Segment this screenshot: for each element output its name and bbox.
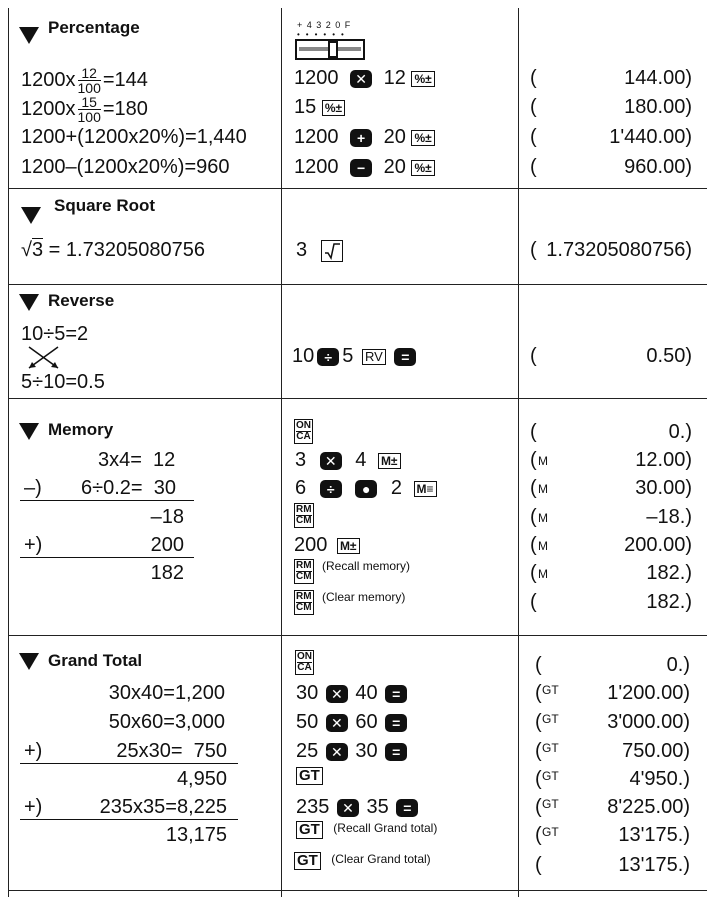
underline xyxy=(20,557,194,558)
section-title-percentage: Percentage xyxy=(48,18,140,37)
grand-total-result-7: 13'175.) xyxy=(618,824,690,846)
grand-total-keys-1: 30 ✕ 40 = xyxy=(296,681,407,705)
rounding-switch-dots: •••••• xyxy=(297,30,350,39)
result-open-paren: ( xyxy=(535,854,542,876)
memory-indicator: M xyxy=(538,454,548,468)
reverse-result: 0.50) xyxy=(646,345,692,367)
equals-key-icon: = xyxy=(394,348,416,366)
percentage-result-2: 180.00) xyxy=(624,96,692,118)
grand-total-keys-on-ca xyxy=(295,650,314,675)
grand-total-result-2: 1'200.00) xyxy=(607,682,690,704)
percentage-expression-1: 1200x $\frac{12}{100}$ =144 xyxy=(21,65,148,96)
decimal-point-key-icon: ● xyxy=(355,480,377,498)
memory-keys-3: 6 ÷ ● 2 M≡ xyxy=(295,476,437,500)
multiply-key-icon: ✕ xyxy=(326,685,348,703)
on-ca-key-icon: $\frac{ON}{CA}$ xyxy=(297,651,312,673)
rounding-switch-scale: + 4 3 2 0 F xyxy=(297,20,352,30)
row-divider xyxy=(8,188,707,189)
rounding-switch-icon xyxy=(295,39,365,60)
memory-keys-7 xyxy=(294,590,405,615)
grand-total-keys-2: 50 ✕ 60 = xyxy=(296,710,407,734)
memory-keys-on-ca xyxy=(294,419,313,444)
percentage-expression-2: 1200x $\frac{15}{100}$ =180 xyxy=(21,94,148,125)
rm-cm-key-icon: $\frac{RM}{CM}$ xyxy=(296,591,312,613)
recall-grand-total-note: (Recall Grand total) xyxy=(333,821,438,835)
grand-total-result-1: 0.) xyxy=(666,654,690,676)
percent-key-icon: %± xyxy=(411,160,434,176)
memory-plus-key-icon: M± xyxy=(337,538,360,554)
reverse-bottom-expression: 5÷10=0.5 xyxy=(21,371,105,393)
grand-total-keys-4 xyxy=(296,767,323,785)
minus-key-icon: − xyxy=(350,159,372,177)
sqrt-expression: √3 = 1.73205080756 xyxy=(21,239,205,261)
memory-line-5: 182 xyxy=(150,562,184,584)
memory-plus-sign: +) xyxy=(24,534,43,556)
result-open-paren: ( xyxy=(535,711,542,733)
percentage-keys-3: 1200 + 20 %± xyxy=(294,125,435,149)
grand-total-keys-3: 25 ✕ 30 = xyxy=(296,739,407,763)
grand-total-line-4: 4,950 xyxy=(176,768,227,790)
memory-line-1: 3x4= 12 xyxy=(98,449,176,471)
grand-total-result-6: 8'225.00) xyxy=(607,796,690,818)
memory-plus-key-icon: M± xyxy=(378,453,401,469)
divide-key-icon: ÷ xyxy=(317,348,339,366)
grand-total-keys-5: 235 ✕ 35 = xyxy=(296,795,418,819)
memory-indicator: M xyxy=(538,511,548,525)
reverse-cross-arrows-icon xyxy=(26,345,66,371)
result-open-paren: ( xyxy=(530,421,537,443)
grand-total-line-3: 25x30= 750 xyxy=(116,740,227,762)
grand-total-result-5: 4'950.) xyxy=(629,768,690,790)
percentage-result-4: 960.00) xyxy=(624,156,692,178)
grand-total-indicator: GT xyxy=(542,741,559,755)
underline xyxy=(20,763,238,764)
sqrt-key-icon xyxy=(321,240,343,262)
memory-result-1: 0.) xyxy=(668,421,692,443)
percentage-keys-2: 15 %± xyxy=(294,95,345,119)
divide-key-icon: ÷ xyxy=(320,480,342,498)
result-open-paren: ( xyxy=(530,477,537,499)
memory-keys-5: 200 M± xyxy=(294,533,360,557)
clear-grand-total-note: (Clear Grand total) xyxy=(331,852,431,866)
multiply-key-icon: ✕ xyxy=(326,714,348,732)
memory-line-3: –18 xyxy=(150,506,184,528)
memory-result-5: 200.00) xyxy=(624,534,692,556)
memory-indicator: M xyxy=(538,539,548,553)
gt-key-icon: GT xyxy=(296,821,323,839)
multiply-key-icon: ✕ xyxy=(337,799,359,817)
memory-indicator: M xyxy=(538,482,548,496)
memory-keys-4 xyxy=(294,503,314,528)
memory-keys-6 xyxy=(294,559,410,584)
section-triangle-icon xyxy=(19,27,39,44)
gt-key-icon: GT xyxy=(294,852,321,870)
row-divider xyxy=(8,398,707,399)
grand-total-indicator: GT xyxy=(542,797,559,811)
grand-total-keys-7 xyxy=(294,852,431,870)
grand-total-result-3: 3'000.00) xyxy=(607,711,690,733)
plus-key-icon: + xyxy=(350,129,372,147)
memory-equal-key-icon: M≡ xyxy=(414,481,437,497)
result-open-paren: ( xyxy=(530,345,537,367)
grand-total-result-4: 750.00) xyxy=(622,740,690,762)
row-divider xyxy=(8,890,707,891)
underline xyxy=(20,819,238,820)
row-divider xyxy=(8,284,707,285)
percent-key-icon: %± xyxy=(411,130,434,146)
result-open-paren: ( xyxy=(530,506,537,528)
memory-result-2: 12.00) xyxy=(635,449,692,471)
section-title-memory: Memory xyxy=(48,420,114,439)
grand-total-indicator: GT xyxy=(542,769,559,783)
result-open-paren: ( xyxy=(530,534,537,556)
percent-key-icon: %± xyxy=(322,100,345,116)
grand-total-line-6: 13,175 xyxy=(165,824,227,846)
percentage-expression-4: 1200–(1200x20%)=960 xyxy=(21,156,230,178)
memory-line-2: 6÷0.2= 30 xyxy=(81,477,176,499)
memory-keys-2: 3 ✕ 4 M± xyxy=(295,448,401,472)
section-triangle-icon xyxy=(19,423,39,440)
sqrt-keys: 3 xyxy=(296,238,343,262)
section-triangle-icon xyxy=(21,207,41,224)
result-open-paren: ( xyxy=(530,562,537,584)
result-open-paren: ( xyxy=(530,156,537,178)
section-triangle-icon xyxy=(19,653,39,670)
clear-memory-note: (Clear memory) xyxy=(322,590,406,604)
result-open-paren: ( xyxy=(530,239,537,261)
result-open-paren: ( xyxy=(535,824,542,846)
sqrt-result: 1.73205080756) xyxy=(546,239,692,261)
reverse-top-expression: 10÷5=2 xyxy=(21,323,89,345)
multiply-key-icon: ✕ xyxy=(350,70,372,88)
memory-result-6: 182.) xyxy=(646,562,692,584)
memory-result-3: 30.00) xyxy=(635,477,692,499)
result-open-paren: ( xyxy=(535,796,542,818)
underline xyxy=(20,500,194,501)
grand-total-plus-sign: +) xyxy=(24,796,43,818)
equals-key-icon: = xyxy=(396,799,418,817)
result-open-paren: ( xyxy=(530,67,537,89)
memory-minus-sign: –) xyxy=(24,477,42,499)
result-open-paren: ( xyxy=(535,740,542,762)
multiply-key-icon: ✕ xyxy=(320,452,342,470)
result-open-paren: ( xyxy=(535,768,542,790)
result-open-paren: ( xyxy=(535,682,542,704)
memory-line-4: 200 xyxy=(150,534,184,556)
result-open-paren: ( xyxy=(530,449,537,471)
result-open-paren: ( xyxy=(530,96,537,118)
result-open-paren: ( xyxy=(535,654,542,676)
recall-memory-note: (Recall memory) xyxy=(322,559,411,573)
memory-result-4: –18.) xyxy=(646,506,692,528)
rm-cm-key-icon: $\frac{RM}{CM}$ xyxy=(296,560,312,582)
reverse-key-icon: RV xyxy=(362,349,386,365)
rm-cm-key-icon: $\frac{RM}{CM}$ xyxy=(296,504,312,526)
section-title-square-root: Square Root xyxy=(54,196,156,215)
section-title-grand-total: Grand Total xyxy=(48,651,143,670)
section-title-reverse: Reverse xyxy=(48,291,115,310)
percentage-result-3: 1'440.00) xyxy=(609,126,692,148)
result-open-paren: ( xyxy=(530,591,537,613)
percentage-result-1: 144.00) xyxy=(624,67,692,89)
percent-key-icon: %± xyxy=(411,71,434,87)
percentage-expression-3: 1200+(1200x20%)=1,440 xyxy=(21,126,247,148)
equals-key-icon: = xyxy=(385,685,407,703)
gt-key-icon: GT xyxy=(296,767,323,785)
equals-key-icon: = xyxy=(385,714,407,732)
row-divider xyxy=(8,635,707,636)
percentage-keys-4: 1200 − 20 %± xyxy=(294,155,435,179)
column-divider-1 xyxy=(281,8,282,897)
grand-total-indicator: GT xyxy=(542,683,559,697)
sqrt-symbol-icon: √ xyxy=(21,239,32,261)
grand-total-indicator: GT xyxy=(542,825,559,839)
grand-total-indicator: GT xyxy=(542,712,559,726)
memory-indicator: M xyxy=(538,567,548,581)
column-divider-left xyxy=(8,8,9,897)
grand-total-line-5: 235x35=8,225 xyxy=(99,796,227,818)
percentage-keys-1: 1200 ✕ 12 %± xyxy=(294,66,435,90)
column-divider-2 xyxy=(518,8,519,897)
grand-total-line-1: 30x40=1,200 xyxy=(108,682,225,704)
equals-key-icon: = xyxy=(385,743,407,761)
grand-total-plus-sign: +) xyxy=(24,740,43,762)
grand-total-keys-6 xyxy=(296,821,437,839)
multiply-key-icon: ✕ xyxy=(326,743,348,761)
memory-result-7: 182.) xyxy=(646,591,692,613)
result-open-paren: ( xyxy=(530,126,537,148)
reverse-keys: 10 ÷ 5 RV = xyxy=(292,344,416,368)
on-ca-key-icon: $\frac{ON}{CA}$ xyxy=(296,420,311,442)
grand-total-line-2: 50x60=3,000 xyxy=(108,711,225,733)
grand-total-result-8: 13'175.) xyxy=(618,854,690,876)
section-triangle-icon xyxy=(19,294,39,311)
